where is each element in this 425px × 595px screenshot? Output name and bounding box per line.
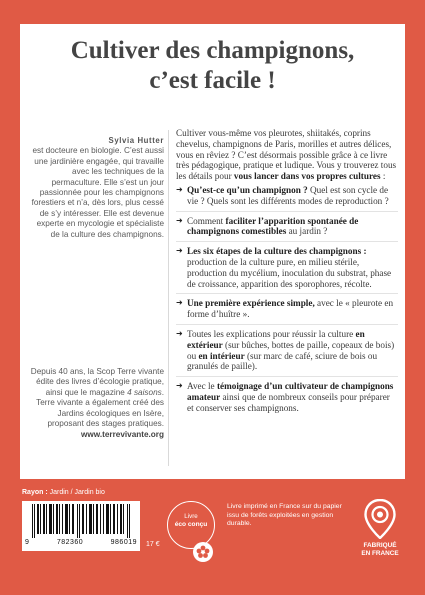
feature-item	[176, 216, 398, 243]
arrow-icon: ➜	[176, 246, 183, 256]
made-in-france-line-2: EN FRANCE	[361, 550, 399, 557]
publisher-description	[28, 367, 164, 429]
publisher-text-1: Depuis 40 ans, la Scop Terre vivante édite des livres d’écologie pratique, ainsi que le magazine	[30, 367, 164, 397]
feature-bold: témoignage d’un cultivateur de champignons amateur	[187, 381, 394, 402]
content-panel	[20, 24, 405, 479]
description-block	[176, 128, 398, 422]
feature-text: Avec le	[187, 381, 217, 392]
feature-list	[176, 185, 398, 418]
author-bio: est docteure en biologie. C’est aussi une jardinière engagée, qui travaille avec les techniques de la permaculture. Elle s’est un jour passionnée pour les champignons forestiers et n’a, dès lors, plus cessé de s’y intéresser. Elle est devenue experte en mycologie et spécialiste de la culture des champignons.	[31, 146, 164, 239]
made-in-france-line-1: FABRIQUÉ	[363, 542, 397, 549]
feature-text: Quel est son cycle de vie ? Quels sont les différents modes de reproduction ?	[187, 184, 389, 206]
title-line-1: Cultiver des champignons,	[70, 37, 355, 64]
isbn-digit-group: 986019	[110, 539, 137, 546]
isbn-digit-group: 9	[25, 539, 30, 546]
feature-bold: Les six étapes de la culture des champignons :	[187, 246, 367, 257]
feature-item	[176, 381, 398, 417]
feature-item	[176, 185, 398, 212]
cover-footer	[0, 479, 425, 595]
price-label: 17 €	[146, 541, 160, 548]
intro-text: Cultiver vous-même vos pleurotes, shiitakés, coprins chevelus, champignons de Paris, morilles et autres délices, vous en rêviez ? C’est désormais possible grâce à ce livre très pédagogique, pratique et ludique. Vous y trouverez tous les détails pour	[176, 128, 397, 182]
publisher-website-link[interactable]: www.terrevivante.org	[81, 430, 164, 440]
eco-badge-line-2: éco conçu	[174, 521, 208, 528]
publisher-block	[28, 367, 164, 441]
feature-text: Toutes les explications pour réussir la culture	[187, 328, 356, 339]
feature-text: avec le « pleurote en forme d’huître ».	[187, 298, 394, 320]
isbn-digit-group: 782360	[56, 539, 84, 546]
eco-printing-notice: Livre imprimé en France sur du papier issu de forêts exploitées en gestion durable.	[227, 503, 342, 528]
feature-bold: Une première expérience simple,	[187, 298, 315, 309]
feature-text: (sur bûches, bottes de paille, copeaux de bois) ou	[187, 339, 395, 361]
location-pin-icon	[364, 499, 396, 539]
made-in-france-label	[352, 542, 408, 558]
arrow-icon: ➜	[176, 184, 183, 194]
feature-text: ainsi que de nombreux conseils pour préparer et conserver ses champignons.	[187, 391, 390, 413]
feature-item	[176, 329, 398, 377]
feature-bold: Qu’est-ce qu’un champignon ?	[187, 184, 308, 195]
shelf-label: Rayon :	[22, 489, 50, 496]
shelf-category	[22, 489, 105, 496]
arrow-icon: ➜	[176, 215, 183, 225]
column-divider	[168, 130, 169, 466]
author-block	[28, 136, 164, 240]
arrow-icon: ➜	[176, 328, 183, 338]
feature-text: (sur marc de café, sciure de bois ou granulés de paille).	[187, 350, 378, 372]
feature-bold: en intérieur	[198, 350, 245, 361]
intro-end: :	[380, 171, 386, 182]
feature-item	[176, 246, 398, 294]
feature-bold: faciliter l’apparition spontanée de champignons comestibles	[187, 215, 359, 237]
eco-flower-icon	[192, 541, 214, 563]
title-line-2: c’est facile !	[149, 67, 276, 94]
shelf-value: Jardin / Jardin bio	[49, 489, 105, 496]
magazine-name: 4 saisons	[127, 387, 162, 397]
intro-bold: vous lancer dans vos propres cultures	[233, 171, 381, 182]
isbn-number	[25, 539, 137, 546]
feature-bold: en extérieur	[187, 328, 365, 350]
book-title	[40, 36, 385, 96]
barcode-icon	[32, 504, 130, 538]
feature-text: production de la culture pure, en milieu stérile, production du mycélium, inoculation du substrat, phase de croissance, apparition des sporophores, récolte.	[187, 256, 392, 289]
arrow-icon: ➜	[176, 298, 183, 308]
arrow-icon: ➜	[176, 381, 183, 391]
publisher-text-2: . Terre vivante a également créé des Jardins écologiques en Isère, proposant des stages pratiques.	[36, 387, 164, 429]
author-name: Sylvia Hutter	[108, 136, 164, 145]
intro-paragraph	[176, 128, 398, 182]
isbn-barcode	[22, 501, 140, 551]
feature-text: Comment	[187, 215, 226, 226]
feature-item	[176, 298, 398, 325]
feature-text: au jardin ?	[286, 226, 328, 237]
eco-badge-line-1: Livre	[184, 513, 198, 520]
